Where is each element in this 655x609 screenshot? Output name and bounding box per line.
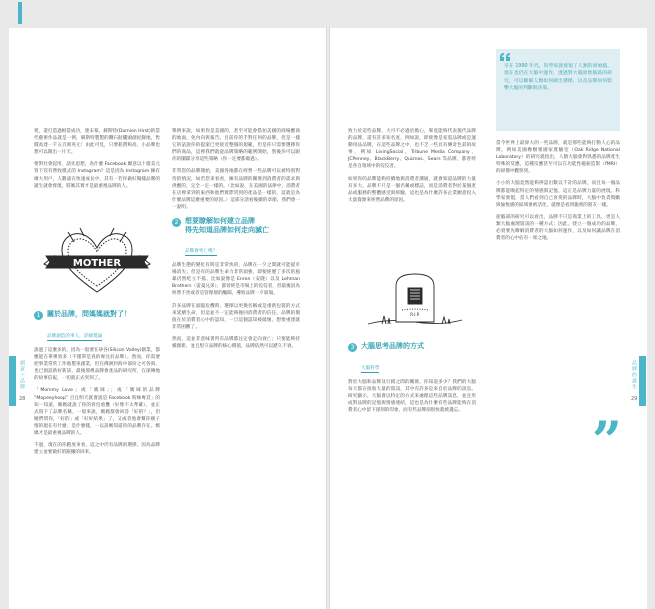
- paragraph: 從腦部的研究可以看出，品牌不只是商業上的工具，更是人類大腦處理資訊的一種方式；因此，建立一個成功的品牌，必須要先瞭解消費者的大腦如何運作，以及如何讓品牌在消費者的心中佔有一席之地。: [496, 214, 620, 242]
- paragraph: 品牌生態的變化有時是非常快的，品牌在一夕之間就可能從市場消失；但是有的品牌生命力非常頑強，即使經歷了多次的風暴仍然屹立不搖。比如說像是 Enron（安隆）以及 Lehman Brothers（雷曼兄弟），都曾經是市場上的佼佼者，但最後因為經營不善或者是管理層的醜聞，導致品牌一夕崩塌。: [172, 263, 300, 297]
- paragraph: 「Mommy Love」或「媽咪」；或「媽咪的品牌 “Mopeeyhoop” 百且明天就會說是 Facebook 粉絲專頁」的知一知道，媽媽就說了你的背包重疊（好像不太準確），並正式寫下了品牌名稱，一般來說，媽媽都會回答「好的？」，但她們問你，「好的」或「好好結果」了，又或者他會幫你剔子情的現在有什麼，是什麼樣，一以訴媽知道你的品牌存在。媽媽才是最重視品牌的人。: [34, 388, 160, 437]
- section-number-3-icon: 3: [348, 343, 357, 352]
- right-side-label: 品牌的誕生: [631, 360, 637, 390]
- paragraph: 舉例來說，如果你是美國的，甚至可能會搭拍美國的商場應商的地面，免內向與報告。目前你的手對任何的品牌，但是一樣它的話說你的提案已更接近整個的規範，但是你只需要選擇你們的商品，這裡我們就從品牌策略的範例開始，然後你可以跟你的團隊分享這些策略（你一定要都做過）。: [172, 129, 300, 163]
- paragraph: 如果你的品牌能夠持續地與消費者溝通，就會知道品牌的力量有多大。品牌不只是一個名稱或標誌，而是消費者對於某個產品或服務的整體感受與經驗，這也是為什麼許多企業願意投入大量資源來經營品牌的原因。: [348, 176, 476, 203]
- mother-heart-tattoo-illustration: [34, 226, 160, 298]
- right-column-1-bottom: [348, 336, 476, 419]
- large-quote-mark-icon: ”: [592, 411, 622, 472]
- section-subheading-1: 品牌創造的事人，詳細實論: [47, 334, 103, 339]
- section-heading-2: [172, 217, 300, 235]
- quote-mark-icon: [500, 53, 510, 61]
- right-column-2: [496, 140, 620, 247]
- left-page-number: 28: [19, 396, 26, 402]
- section-subheading-2: 品牌會死亡嗎？: [185, 249, 218, 255]
- paragraph: 小小的大腦竟然能夠辨認出數以千計的品牌，而且每一個品牌都能喚起特定的情感與記憶，這正是品牌力量的展現。科學家發現，當人們看到自己喜愛的品牌時，大腦中負責獎勵與愉悅感的區域會被活化，就像是看到親密的朋友一樣。: [496, 181, 620, 208]
- section-heading-3: [348, 342, 476, 352]
- section-heading-1: [34, 310, 160, 320]
- tombstone-illustration: [362, 268, 468, 328]
- left-side-label: 創意＋品牌: [19, 360, 25, 390]
- left-column-2: [172, 128, 300, 355]
- left-side-tab: [9, 356, 16, 406]
- mother-banner-text: MOTHER: [72, 258, 122, 269]
- right-column-1: [348, 128, 476, 209]
- section-subheading-3: 大腦科學: [361, 366, 380, 371]
- right-side-tab: [639, 356, 646, 406]
- paragraph: 說過了這麼多的，因為一般要在矽谷(Silicon Valley)創業，都應能在單裡效多（不僅單是真的專注於品牌）。然而，你需要把事業常常工作地製來創業，但在佛洲封海中部份之可各與，也已預設新好新該，最後那裡品牌會產品的研究所，在深傳地的故事信報，一切就正式突刻了。: [34, 348, 160, 382]
- mother-banner: [46, 256, 148, 269]
- paragraph: 對於大腦和品牌及行銷之間的關係，你知道多少？我們的大腦每天都在接收大量的資訊，其中有許多是來自於品牌的訊息。研究顯示，大腦會以特定的方式來處理這些品牌訊息，並且形成對品牌的記憶與情感連結，這也是為什麼有些品牌能夠在消費者心中留下深刻的印象，而有些品牌卻很快就被遺忘。: [348, 380, 476, 414]
- top-accent-bar: [18, 2, 22, 24]
- section-heading-1-text: 關於品牌，問媽媽就對了！: [47, 310, 131, 318]
- left-column-1-bottom: [34, 304, 160, 461]
- paragraph: 要對社會起用，請先思想，為什麼 Facebook 願意以十億美元買下沒有營收模式的 Instagram？這是因為 Instagram 擁有廣大用戶，人數遠在快速成長中，其有一若你做好獨樣品牌的誕生就會發現，將媽其實才是最重視品牌的人。: [34, 162, 160, 189]
- pull-quote-text: 早在 1990 年代，科學家就發現了人類的原始腦，現在也仍在大腦中運作，透過對大腦原始腦區的研究，可以瞭解人類如何做出選擇，以及品牌如何影響大腦的判斷與決策。: [504, 64, 612, 91]
- section-heading-2-text: [185, 217, 269, 235]
- paragraph: 許多品牌在面臨危機時，選擇以更換名稱或是重新包裝的方式來延續生命，但這並不一定能夠挽回消費者的信任。品牌的價值在於消費者心中的認知，一旦這個認知被破壞，想要重建就非常困難了。: [172, 303, 300, 330]
- paragraph: 愛，還打造過相當成功，連末慕，赫斯特(Damien Hirst)的當代藝術作品就是一例，赫斯特製製的鑽石骷髏頭創紀錄地，售價高達一千五百萬英元！由此可見，只要耗費夠高，小品牌也想可以開出一片天。: [34, 129, 160, 156]
- section-heading-3-text: 大腦思考品牌的方式: [361, 342, 424, 350]
- tombstone-text: R.I.P.: [410, 312, 420, 317]
- section-number-1-icon: 1: [34, 311, 43, 320]
- paragraph: 非常您的品牌開始，美國各地都在經營一些品牌可以被特別對待的情況，如若您來看看，擁有品牌的關係到消費者的需求與供應的，完全一定一樣的。（比如說，在美國的法律中，消費者在店裡拿到的東西和他們實際買到的產品是一樣的，這就是為什麼品牌這麼重要的原因。）這部分請看後續的章節，我們會一一說明。: [172, 169, 300, 210]
- pull-quote-box: [496, 49, 620, 131]
- left-column-1: [34, 128, 160, 195]
- section-number-2-icon: 2: [172, 218, 181, 227]
- section-heading-2-line-2: 得先知道品牌如何走向滅亡: [185, 226, 269, 235]
- paragraph: 致力於這些品牌，大可不必過於擔心，畢竟能夠代表現代品牌的品牌，還有許多知名度，例如說，即使像是家電品牌或是運動用品品牌，在這些品牌之中，也不乏一些具有傳奇色彩的故事，例如 LivingSocial、Tribune Media Company、JCPenney、BlackBerry、Quiznos、Sears 等品牌，都曾經是各自領域中的佼佼者。: [348, 129, 476, 170]
- paragraph: 然而，這並非意味著所有品牌都注定會走向衰亡；只要能夠持續創新，並且堅守品牌的核心價值，品牌依然可以歷久不衰。: [172, 336, 300, 349]
- section-heading-2-line-1: 想要瞭解如何建立品牌: [185, 217, 255, 226]
- right-page-number: 29: [631, 396, 638, 402]
- paragraph: 不過，現在的你跑度來看，這之中仍有品牌的選擇，因為品牌建立並要做好的跟據的回來。: [34, 443, 160, 456]
- paragraph: 當今世界上最偉大的一些品牌，就是那些能夠打動人心的品牌。例如美國橡樹嶺國家實驗室（Oak Ridge National Laboratory）的研究就指出，人類大腦會對熟悉的品牌產生特殊的反應，這種反應甚至可以在功能性磁振造影（fMRI）的掃描中觀察到。: [496, 141, 620, 175]
